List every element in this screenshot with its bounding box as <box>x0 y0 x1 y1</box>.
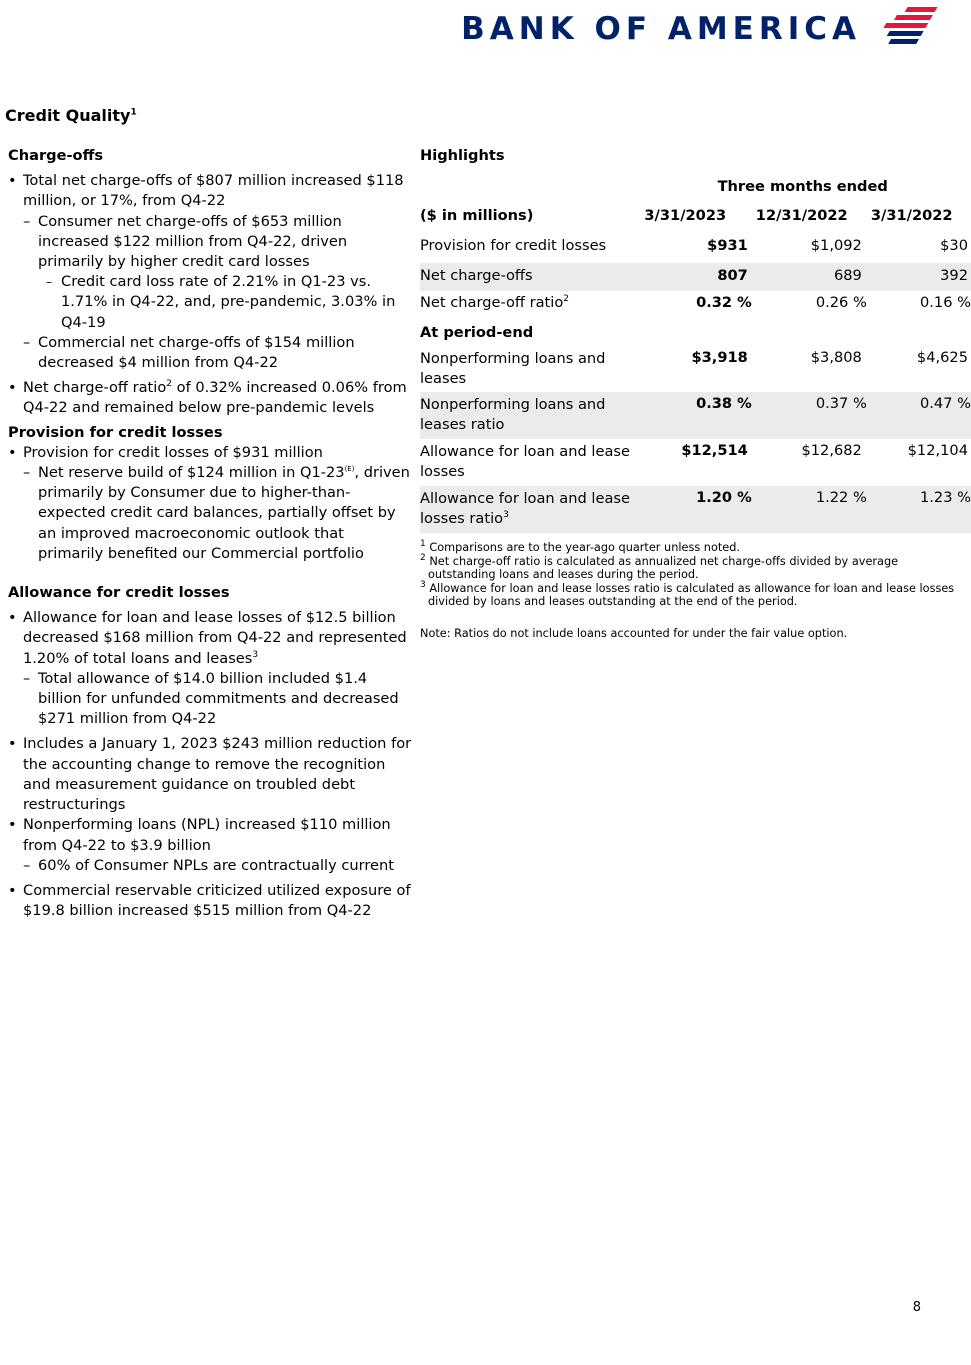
table-row: Nonperforming loans and leases $3,918 $3,808 $4,625 <box>420 349 968 387</box>
footnote-cont: divided by loans and leases outstanding at the end of the period. <box>428 595 798 608</box>
charge-offs-heading: Charge-offs <box>8 147 104 164</box>
list-item: – Consumer net charge-offs of $653 million increased $122 million from Q4-22, driven primarily by higher credit card losses <box>8 212 413 273</box>
col-header-3: 3/31/2022 <box>870 206 953 224</box>
list-item: – Credit card loss rate of 2.21% in Q1-23 vs. 1.71% in Q4-22, and, pre-pandemic, 3.03% in Q4-19 <box>8 272 413 333</box>
table-row: Allowance for loan and lease losses ratio$^3$ 1.20 % 1.22 % 1.23 % <box>420 486 971 533</box>
list-item: • Nonperforming loans (NPL) increased $110 million from Q4-22 to $3.9 billion <box>8 815 413 855</box>
page-title: Credit Quality$^1$ <box>5 106 137 125</box>
col-header-2: 12/31/2022 <box>755 206 848 224</box>
table-row: Allowance for loan and lease losses $12,514 $12,682 $12,104 <box>420 442 968 480</box>
logo-wordmark: BANK OF AMERICA <box>461 11 861 47</box>
list-item: – Net reserve build of $124 million in $Q1-23^{(E)}$, driven primarily by Consumer due to higher-than-expected credit card balances, partially offset by an improved macroeconomic outlook that primarily benefited our Commercial portfolio <box>8 463 413 564</box>
table-row: Nonperforming loans and leases ratio 0.38 % 0.37 % 0.47 % <box>420 392 971 439</box>
page-number: 8 <box>912 1300 921 1315</box>
col-header-1: 3/31/2023 <box>644 206 727 224</box>
list-item: – 60% of Consumer NPLs are contractually current <box>8 856 413 876</box>
list-item: • Includes a January 1, 2023 $243 million reduction for the accounting change to remove the recognition and measurement guidance on troubled debt restructurings <box>8 734 413 815</box>
section-label: At period-end <box>420 324 534 341</box>
footnote: $^1$ Comparisons are to the year-ago quarter unless noted. <box>420 539 741 554</box>
list-item: • Commercial reservable criticized utilized exposure of $19.8 billion increased $515 million from Q4-22 <box>8 881 413 921</box>
note: Note: Ratios do not include loans accounted for under the fair value option. <box>420 626 848 640</box>
list-item: • Net charge-off ratio$^2$ of 0.32% increased 0.06% from Q4-22 and remained below pre-pandemic levels <box>8 378 413 418</box>
highlights-table <box>420 166 971 533</box>
units-header: ($ in millions) <box>420 206 534 224</box>
bank-of-america-logo <box>461 0 945 52</box>
provision-heading: Provision for credit losses <box>8 423 223 441</box>
flagscape-icon <box>871 1 945 51</box>
left-column <box>8 146 413 921</box>
highlights-heading: Highlights <box>420 147 505 164</box>
footnote-cont: outstanding loans and leases during the period. <box>428 568 699 581</box>
table-row: Provision for credit losses $931 $1,092 $30 <box>420 237 968 254</box>
table-row: Net charge-offs 807 689 392 <box>420 263 971 291</box>
list-item: • Provision for credit losses of $931 million <box>8 443 413 463</box>
table-row: Net charge-off ratio$^2$ 0.32 % 0.26 % 0.16 % <box>420 294 971 311</box>
list-item: – Total allowance of $14.0 billion included $1.4 billion for unfunded commitments and decreased $271 million from Q4-22 <box>8 669 413 730</box>
footnotes <box>420 541 971 609</box>
footnote: $^2$ Net charge-off ratio is calculated as annualized net charge-offs divided by average <box>420 552 899 568</box>
list-item: • Allowance for loan and lease losses of $12.5 billion decreased $168 million from Q4-22 and represented 1.20% of total loans and leases$^3$ <box>8 608 413 669</box>
period-header: Three months ended <box>717 178 888 195</box>
list-item: • Total net charge-offs of $807 million increased $118 million, or 17%, from Q4-22 <box>8 171 413 211</box>
right-column <box>420 146 971 640</box>
list-item: – Commercial net charge-offs of $154 million decreased $4 million from Q4-22 <box>8 333 413 373</box>
allowance-heading: Allowance for credit losses <box>8 584 230 602</box>
footnote: $^3$ Allowance for loan and lease losses ratio is calculated as allowance for loan and lease losses <box>420 579 955 595</box>
